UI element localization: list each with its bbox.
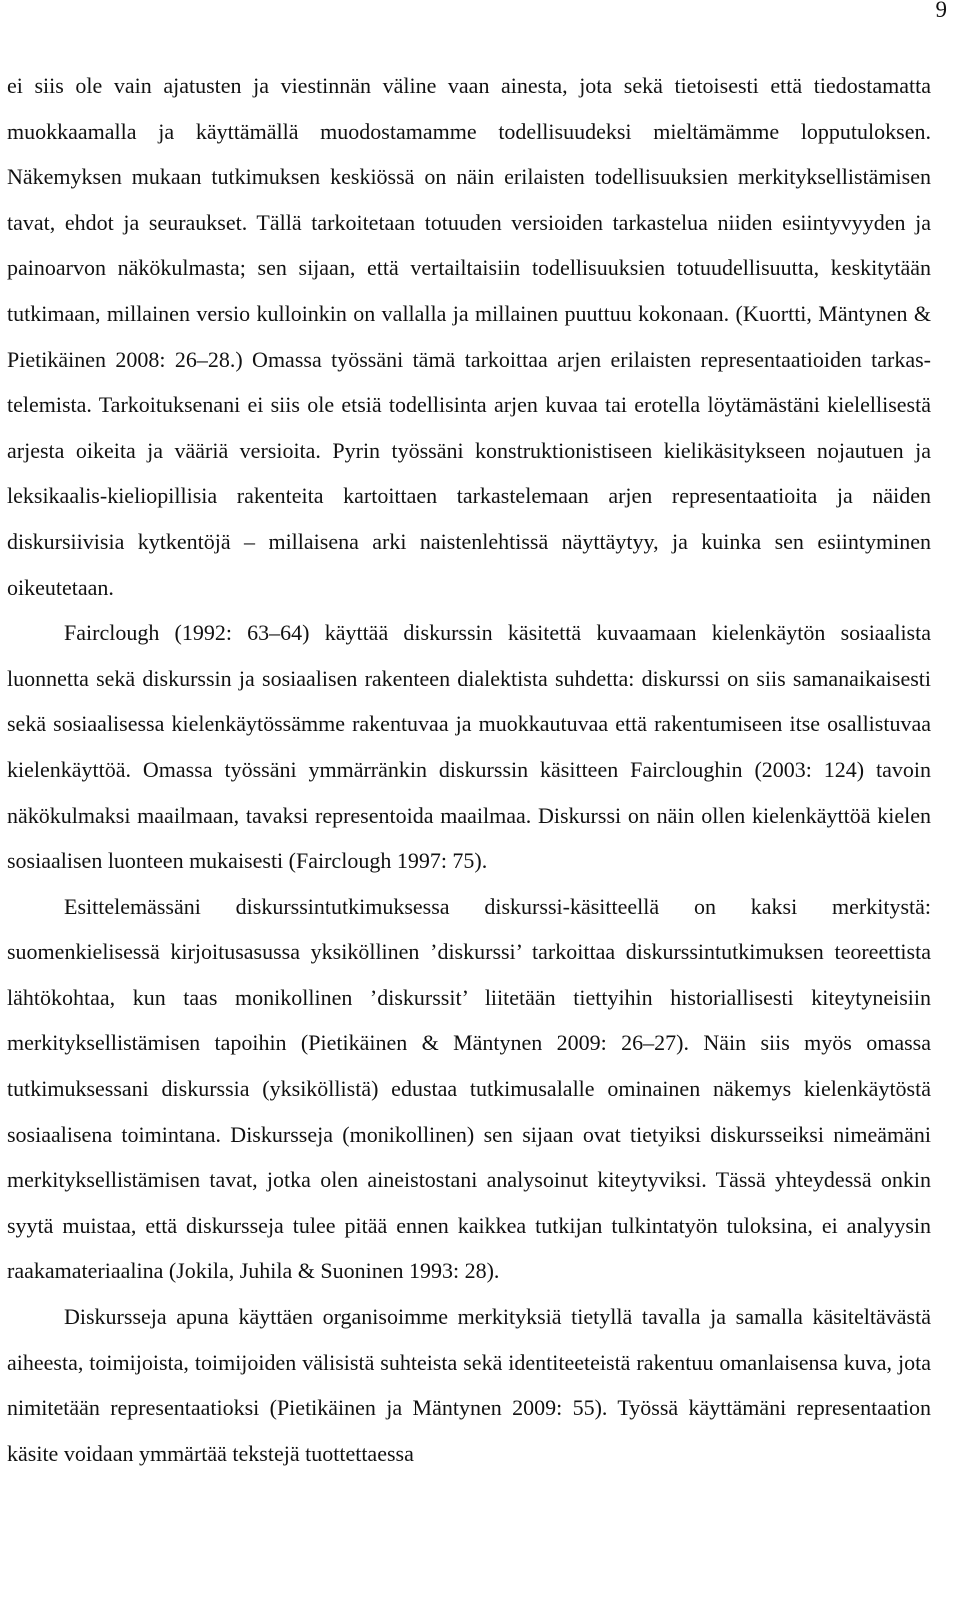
paragraph-fairclough: Fairclough (1992: 63–64) käyttää diskurssin käsitettä kuvaamaan kielenkäytön sosiaalista luonnetta sekä diskurssin ja sosiaalisen rakenteen dialektista suhdetta: diskurssi on siis samanaikaisesti sekä sosiaalisessa kielenkäytössämme rakentuvaa ja muokkautuvaa että rakentumiseen itse osallistuvaa kielenkäyttöä. Omassa työssäni ymmärränkin diskurssin käsitteen Faircloughin (2003: 124) tavoin näkökulmaksi maailmaan, tavaksi representoida maailmaa. Diskurssi on näin ollen kielenkäyttöä kielen sosiaalisen luonteen mukaisesti (Fairclough 1997: 75). xyxy=(7,620,931,874)
page-number: 9 xyxy=(935,0,947,22)
document-body xyxy=(7,63,931,1476)
paragraph-representation: Diskursseja apuna käyttäen organisoimme merkityksiä tietyllä tavalla ja samalla käsiteltävästä aiheesta, toimijoista, toimijoiden välisistä suhteista sekä identiteeteistä rakentuu omanlaisensa kuva, jota nimitetään representaatioksi (Pietikäinen ja Mäntynen 2009: 55). Työssä käyttämäni representaation käsite voidaan ymmärtää tekstejä tuottettaessa xyxy=(7,1304,931,1466)
paragraph-discourse-meanings: Esittelemässäni diskurssintutkimuksessa diskurssi-käsitteellä on kaksi merkitystä: suomenkielisessä kirjoitusasussa yksiköllinen ’diskurssi’ tarkoittaa diskurssintutkimuksen teoreettista lähtökohtaa, kun taas monikollinen ’diskurssit’ liitetään tiettyihin historiallisesti kiteytyneisiin merkityksellistämisen tapoihin (Pietikäinen & Mäntynen 2009: 26–27). Näin siis myös omassa tutkimuksessani diskurssia (yksiköllistä) edustaa tutkimusalalle ominainen näkemys kielenkäytöstä sosiaalisena toimintana. Diskursseja (monikollinen) sen sijaan ovat tietyiksi diskursseiksi nimeämäni merkityksellistämisen tavat, jotka olen aineistostani analysoinut kiteytyviksi. Tässä yhteydessä onkin syytä muistaa, että diskursseja tulee pitää ennen kaikkea tutkijan tulkintatyön tuloksina, ei analyysin raakamateriaalina (Jokila, Juhila & Suoninen 1993: 28). xyxy=(7,893,931,1284)
paragraph-continued: ei siis ole vain ajatusten ja viestinnän väline vaan ainesta, jota sekä tietoisesti että tiedostamatta muokkaamalla ja käyttämällä muodostamamme todellisuudeksi mieltämämme lopputuloksen. Näkemyksen mukaan tutkimuksen keskiössä on näin erilaisten todellisuuksien merkityksellistämisen tavat, ehdot ja seuraukset. Tällä tarkoitetaan totuuden versioiden tarkastelua niiden esiintyvyyden ja painoarvon näkökulmasta; sen sijaan, että vertailtaisiin todellisuuksien totuudellisuutta, keskitytään tutkimaan, millainen versio kulloinkin on vallalla ja millainen puuttuu kokonaan. (Kuortti, Mäntynen & Pietikäinen 2008: 26–28.) Omassa työssäni tämä tarkoittaa arjen erilaisten representaatioiden tarkastelemista. Tarkoituksenani ei siis ole etsiä todellisinta arjen kuvaa tai erotella löytämästäni kielellisestä arjesta oikeita ja vääriä versioita. Pyrin työssäni konstruktionistiseen kielikäsitykseen nojautuen ja leksikaalis-kieliopillisia rakenteita kartoittaen tarkastelemaan arjen representaatioita ja näiden diskursiivisia kytkentöjä – millaisena arki naistenlehtissä näyttäytyy, ja kuinka sen esiintyminen oikeutetaan. xyxy=(7,73,931,600)
